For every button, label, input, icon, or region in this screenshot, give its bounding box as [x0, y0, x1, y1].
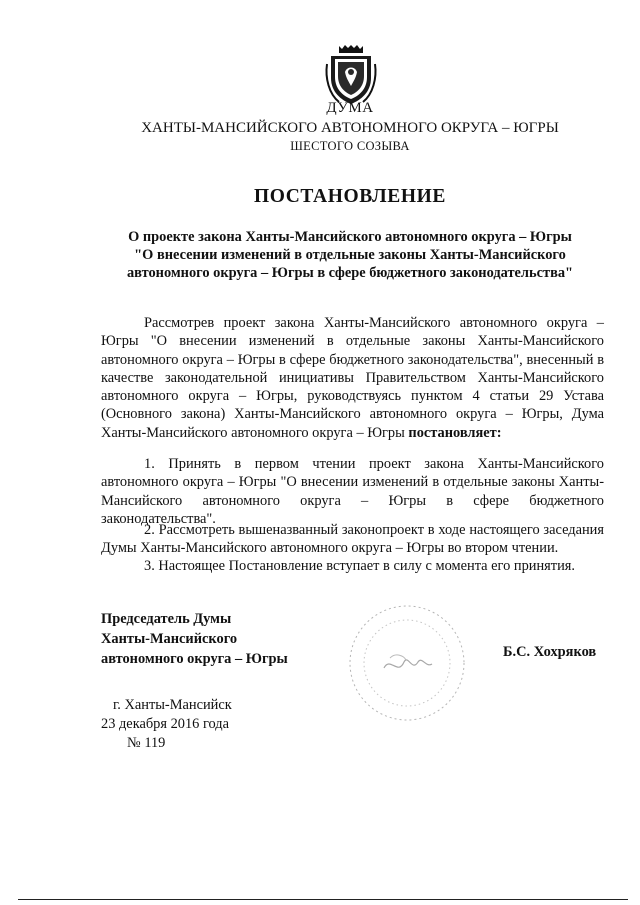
decree-item-2: 2. Рассмотреть вышеназванный законопроект в ходе настоящего заседания Думы Ханты-Мансийского автономного округа – Югры во втором чтении.: [101, 522, 604, 557]
document-number: № 119: [127, 735, 166, 751]
document-type: ПОСТАНОВЛЕНИЕ: [253, 186, 447, 207]
signatory-position: [101, 609, 288, 669]
decree-item-1: 1. Принять в первом чтении проект закона Ханты-Мансийского автономного округа – Югры "О внесении изменений в отдельные законы Ханты-Мансийского автономного округа – Югры в сфере бюджетного законодательства".: [101, 456, 604, 527]
subject-line: О проекте закона Ханты-Мансийского автономного округа – Югры: [128, 229, 572, 245]
preamble-text: Рассмотрев проект закона Ханты-Мансийского автономного округа – Югры "О внесении изменений в отдельные законы Ханты-Мансийского автономного округа – Югры в сфере бюджетного законодательства", внесенный в качестве законодательной инициативы Правительством Ханты-Мансийского автономного округа – Югры, руководствуясь пунктом 4 статьи 29 Устава (Основного закона) Ханты-Мансийского автономного округа – Югры, Дума Ханты-Мансийского автономного округа – Югры: [101, 315, 604, 441]
decree-word: постановляет:: [408, 424, 502, 441]
signatory-position-line: автономного округа – Югры: [101, 651, 288, 667]
place-and-date: [101, 696, 232, 753]
signatory-name: Б.С. Хохряков: [503, 644, 597, 660]
official-stamp-icon: [346, 602, 468, 724]
signatory-position-line: Ханты-Мансийского: [101, 631, 238, 647]
preamble-paragraph: [101, 314, 604, 442]
coat-of-arms-icon: [323, 42, 379, 106]
city: г. Ханты-Мансийск: [113, 697, 232, 713]
footer-divider: [18, 899, 628, 900]
subject-line: автономного округа – Югры в сфере бюджетного законодательства": [126, 265, 574, 281]
document-subject: [80, 228, 620, 282]
header-organization: ХАНТЫ-МАНСИЙСКОГО АВТОНОМНОГО ОКРУГА – ЮГРЫ: [141, 120, 559, 136]
subject-line: "О внесении изменений в отдельные законы Ханты-Мансийского: [134, 247, 566, 263]
signatory-position-line: Председатель Думы: [101, 611, 232, 627]
decree-item-3: 3. Настоящее Постановление вступает в силу с момента его принятия.: [144, 558, 576, 574]
header-convocation: ШЕСТОГО СОЗЫВА: [290, 139, 410, 153]
header-title: ДУМА: [326, 100, 374, 116]
date: 23 декабря 2016 года: [101, 716, 230, 732]
